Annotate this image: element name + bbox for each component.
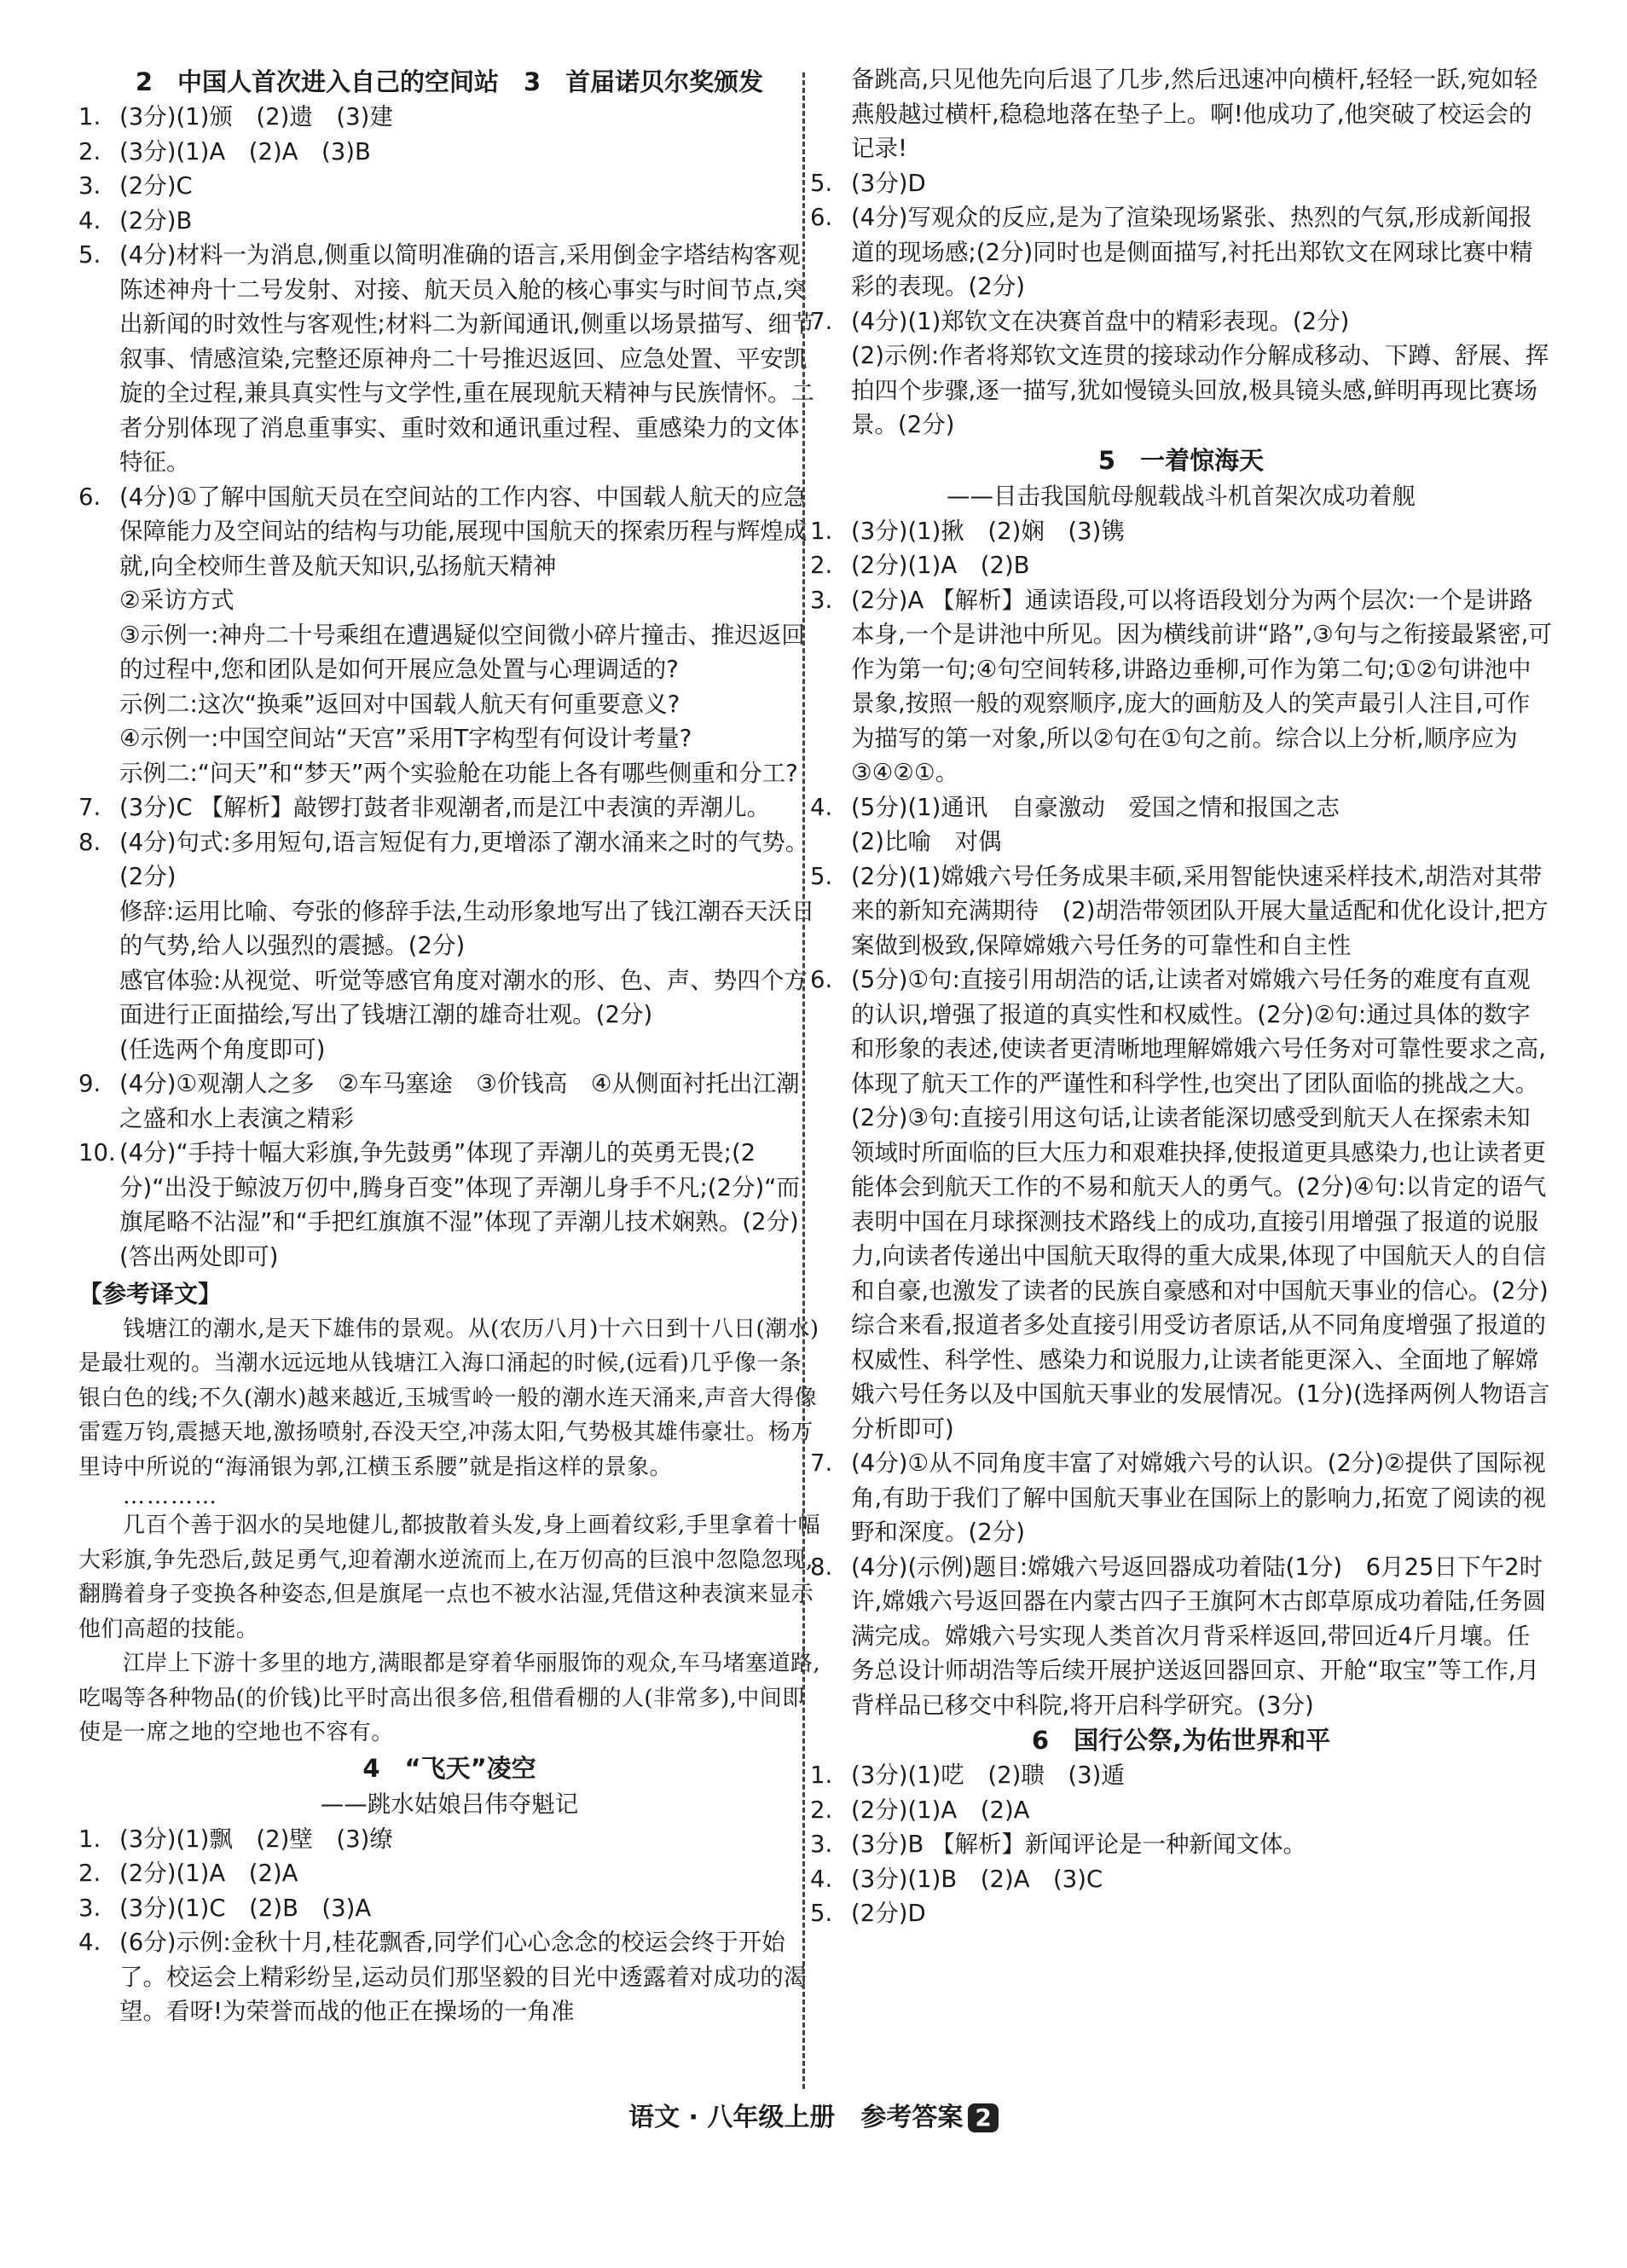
answer-line: (3分)C 【解析】敲锣打鼓者非观潮者,而是江中表演的弄潮儿。 [119,794,771,821]
answer-item [810,1896,1552,1931]
answer-line: (2分)C [119,172,193,200]
answer-item [78,790,820,825]
answer-body [851,548,1552,583]
answer-body [119,238,820,480]
answer-number: 5. [810,862,833,890]
answer-line: 示例二:这次“换乘”返回对中国载人航天有何重要意义? [119,690,680,718]
answer-item [810,1446,1552,1550]
answer-body [851,859,1552,963]
answer-item [810,1550,1552,1723]
answer-line: (4分)“手持十幅大彩旗,争先鼓勇”体现了弄潮儿的英勇无畏;(2分)“出没于鲸波万仞中,腾身百变”体现了弄潮儿身手不凡;(2分)“而旗尾略不沾湿”和“手把红旗旗不湿”体现了弄潮儿技术娴熟。(2分)(答出两处即可) [119,1139,800,1270]
answer-body [851,304,1552,443]
answer-item [78,1067,820,1136]
answer-number: 2. [78,1860,101,1887]
answer-body [851,166,1552,201]
answer-number: 7. [810,1449,833,1477]
answer-line: (4分)材料一为消息,侧重以简明准确的语言,采用倒金字塔结构客观陈述神舟十二号发射、对接、航天员入舱的核心事实与时间节点,突出新闻的时效性与客观性;材料二为新闻通讯,侧重以场景描写、细节叙事、情感渲染,完整还原神舟二十号推迟返回、应急处置、平安凯旋的全过程,兼具真实性与文学性,重在展现航天精神与民族情怀。二者分别体现了消息重事实、重时效和通讯重过程、重感染力的文体特征。 [119,241,815,476]
answer-body [851,963,1552,1446]
answer-number: 2. [810,552,833,579]
answer-number: 5. [78,241,101,269]
answer-body [119,1925,820,2029]
page-number: 2 [968,2103,998,2132]
answer-line: (2分)D [851,1900,926,1927]
answer-number: 4. [810,1865,833,1893]
answer-item [810,514,1552,549]
answer-number: 7. [810,307,833,335]
answer-line: (5分)①句:直接引用胡浩的话,让读者对嫦娥六号任务的难度有直观的认识,增强了报道的真实性和权威性。(2分)②句:通过具体的数字和形象的表述,使读者更清晰地理解嫦娥六号任务对可靠性要求之高,体现了航天工作的严谨性和科学性,也突出了团队面临的挑战之大。(2分)③句:直接引用这句话,让读者能深切感受到航天人在探索未知领域时所面临的巨大压力和艰难抉择,使报道更具感染力,也让读者更能体会到航天工作的不易和航天人的勇气。(2分)④句:以肯定的语气表明中国在月球探测技术路线上的成功,直接引用增强了报道的说服力,向读者传递出中国航天取得的重大成果,体现了中国航天人的自信和自豪,也激发了读者的民族自豪感和对中国航天事业的信心。(2分)综合来看,报道者多处直接引用受访者原话,从不同角度增强了报道的权威性、科学性、感染力和说服力,让读者能更深入、全面地了解嫦娥六号任务以及中国航天事业的发展情况。(1分)(选择两例人物语言分析即可) [851,966,1550,1443]
answer-body [119,135,820,170]
translation-paragraph-2: 几百个善于泅水的吴地健儿,都披散着头发,身上画着纹彩,手里拿着十幅大彩旗,争先恐后,鼓足勇气,迎着潮水逆流而上,在万仞高的巨浪中忽隐忽现,翻腾着身子变换各种姿态,但是旗尾一点也不被水沾湿,凭借这种表演来显示他们高超的技能。 [78,1513,820,1642]
answer-body [119,1822,820,1857]
answer-item [78,100,820,135]
answer-body [851,1827,1552,1862]
answer-line: (3分)(1)A (2)A (3)B [119,137,371,165]
answer-line: (4分)(1)郑钦文在决赛首盘中的精彩表现。(2分) [851,307,1350,335]
answer-item [78,1891,820,1926]
answer-line: ③示例一:神舟二十号乘组在遭遇疑似空间微小碎片撞击、推迟返回的过程中,您和团队是如何开展应急处置与心理调适的? [119,621,805,683]
answer-item [78,135,820,170]
ellipsis: ………… [123,1484,218,1509]
answer-line: ②采访方式 [119,587,234,614]
answer-body [851,1446,1552,1550]
answer-body [119,169,820,204]
answer-number: 1. [78,103,101,130]
answer-body [851,790,1552,859]
answer-body [119,100,820,135]
answer-body [851,583,1552,790]
section-5-subtitle: ——目击我国航母舰载战斗机首架次成功着舰 [947,482,1416,510]
answer-line: (3分)(1)飘 (2)壁 (3)缭 [119,1825,393,1853]
answer-body [851,514,1552,549]
answer-number: 1. [810,517,833,545]
answer-item [810,200,1552,304]
answer-line: (4分)①从不同角度丰富了对嫦娥六号的认识。(2分)②提供了国际视角,有助于我们了解中国航天事业在国际上的影响力,拓宽了阅读的视野和深度。(2分) [851,1449,1546,1546]
answer-body [119,204,820,239]
answer-number: 4. [810,793,833,821]
answer-line: (2)比喻 对偶 [851,828,1002,855]
answer-item [810,1793,1552,1828]
answer-line: (3分)(1)颁 (2)遗 (3)建 [119,103,393,130]
answer-body [119,790,820,825]
answer-line: (3分)(1)呓 (2)聩 (3)遁 [851,1762,1125,1789]
answer-line: (4分)①观潮人之多 ②车马塞途 ③价钱高 ④从侧面衬托出江潮之盛和水上表演之精彩 [119,1070,800,1132]
answer-body [851,1793,1552,1828]
answer-number: 1. [810,1762,833,1789]
answer-body [851,200,1552,304]
answer-body [119,1136,820,1274]
answer-item [78,825,820,1067]
answer-body [119,480,820,791]
answer-item [78,169,820,204]
page-footer [0,2096,1627,2133]
section-2-3-answers [78,100,820,1274]
answer-body [851,1862,1552,1897]
answer-number: 3. [810,586,833,614]
answer-number: 4. [78,206,101,234]
left-column [78,64,820,2029]
translation-paragraph-1: 钱塘江的潮水,是天下雄伟的景观。从(农历八月)十六日到十八日(潮水)是最壮观的。当潮水远远地从钱塘江入海口涌起的时候,(远看)几乎像一条银白色的线;不久(潮水)越来越近,玉城雪岭一般的潮水连天涌来,声音大得像雷霆万钧,震撼天地,激扬喷射,吞没天空,冲荡太阳,气势极其雄伟豪壮。杨万里诗中所说的“海涌银为郭,江横玉系腰”就是指这样的景象。 [78,1316,819,1480]
answer-number: 4. [78,1929,101,1956]
answer-number: 5. [810,169,833,197]
answer-number: 3. [78,172,101,200]
answer-line: (3分)(1)揪 (2)娴 (3)镌 [851,517,1125,545]
section-4-title: 4 “飞天”凌空 [362,1753,536,1783]
answer-line: (3分)D [851,169,926,197]
section-6-answers [810,1758,1552,1931]
answer-line: (5分)(1)通讯 自豪激动 爱国之情和报国之志 [851,793,1340,821]
continued-answer-text: 备跳高,只见他先向后退了几步,然后迅速冲向横杆,轻轻一跃,宛如轻燕般越过横杆,稳稳地落在垫子上。啊!他成功了,他突破了校运会的记录! [851,66,1537,162]
answer-item [78,204,820,239]
answer-line: ④示例一:中国空间站“天宫”采用T字构型有何设计考量? [119,725,692,752]
section-5-answers [810,514,1552,1723]
answer-line: (4分)句式:多用短句,语言短促有力,更增添了潮水涌来之时的气势。(2分) [119,828,809,890]
answer-body [851,1896,1552,1931]
answer-line: (2)示例:作者将郑钦文连贯的接球动作分解成移动、下蹲、舒展、挥拍四个步骤,逐一描写,犹如慢镜头回放,极具镜头感,鲜明再现比赛场景。(2分) [851,342,1549,438]
answer-number: 2. [810,1796,833,1824]
answer-number: 6. [810,966,833,993]
answer-line: (3分)B 【解析】新闻评论是一种新闻文体。 [851,1831,1307,1858]
answer-number: 6. [810,204,833,231]
answer-item [810,1758,1552,1793]
answer-line: (2分)(1)嫦娥六号任务成果丰硕,采用智能快速采样技术,胡浩对其带来的新知充满期待 (2)胡浩带领团队开展大量适配和优化设计,把方案做到极致,保障嫦娥六号任务的可靠性和自主性 [851,862,1549,959]
answer-body [851,1758,1552,1793]
answer-number: 2. [78,137,101,165]
answer-number: 10. [78,1139,116,1166]
answer-line: (2分)(1)A (2)B [851,552,1030,579]
answer-item [78,1822,820,1857]
answer-body [119,1856,820,1891]
section-6-title: 6 国行公祭,为佑世界和平 [1031,1726,1331,1755]
answer-number: 9. [78,1070,101,1097]
answer-number: 8. [810,1553,833,1581]
answer-line: (4分)(示例)题目:嫦娥六号返回器成功着陆(1分) 6月25日下午2时许,嫦娥六号返回器在内蒙古四子王旗阿木古郎草原成功着陆,任务圆满完成。嫦娥六号实现人类首次月背采样返回,带回近4斤月壤。任务总设计师胡浩等后续开展护送返回器回京、开舱“取宝”等工作,月背样品已移交中科院,将开启科学研究。(3分) [851,1553,1546,1719]
answer-item [78,480,820,791]
answer-item [810,1862,1552,1897]
answer-item [78,1136,820,1274]
answer-item [810,304,1552,443]
section-4-answers-continued [810,166,1552,443]
answer-line: (3分)(1)B (2)A (3)C [851,1865,1103,1893]
answer-item [78,1925,820,2029]
reference-translation-title: 【参考译文】 [78,1280,223,1308]
answer-number: 1. [78,1825,101,1853]
answer-number: 6. [78,483,101,511]
answer-item [810,790,1552,859]
answer-line: (4分)写观众的反应,是为了渲染现场紧张、热烈的气氛,形成新闻报道的现场感;(2分)同时也是侧面描写,衬托出郑钦文在网球比赛中精彩的表现。(2分) [851,204,1533,300]
answer-item [810,548,1552,583]
answer-number: 8. [78,828,101,856]
column-divider [802,72,805,2089]
answer-number: 3. [78,1894,101,1922]
answer-body [119,1067,820,1136]
answer-body [851,1550,1552,1723]
answer-line: 感官体验:从视觉、听觉等感官角度对潮水的形、色、声、势四个方面进行正面描绘,写出了钱塘江潮的雄奇壮观。(2分) [119,966,808,1028]
answer-item [78,1856,820,1891]
answer-line: (2分)(1)A (2)A [119,1860,298,1887]
section-5-title: 5 一着惊海天 [1097,445,1265,475]
answer-line: (6分)示例:金秋十月,桂花飘香,同学们心心念念的校运会终于开始了。校运会上精彩纷呈,运动员们那坚毅的目光中透露着对成功的渴望。看呀!为荣誉而战的他正在操场的一角准 [119,1929,808,2025]
section-2-3-title: 2 中国人首次进入自己的空间站 3 首届诺贝尔奖颁发 [135,67,764,96]
answer-line: (任选两个角度即可) [119,1035,326,1063]
answer-number: 5. [810,1900,833,1927]
answer-item [810,963,1552,1446]
answer-item [810,1827,1552,1862]
answer-line: 示例二:“问天”和“梦天”两个实验舱在功能上各有哪些侧重和分工? [119,759,798,787]
answer-line: (2分)A 【解析】通读语段,可以将语段划分为两个层次:一个是讲路本身,一个是讲池中所见。因为横线前讲“路”,③句与之衔接最紧密,可作为第一句;④句空间转移,讲路边垂柳,可作为第二句;①②句讲池中景象,按照一般的观察顺序,庞大的画舫及人的笑声最引人注目,可作为描写的第一对象,所以②句在①句之前。综合以上分析,顺序应为③④②①。 [851,586,1552,786]
section-4-subtitle: ——跳水姑娘吕伟夺魁记 [320,1790,579,1818]
answer-number: 7. [78,794,101,821]
answer-item [78,238,820,480]
right-column [810,62,1552,1931]
answer-body [119,825,820,1067]
answer-line: (3分)(1)C (2)B (3)A [119,1894,372,1922]
answer-number: 3. [810,1831,833,1858]
translation-paragraph-3: 江岸上下游十多里的地方,满眼都是穿着华丽服饰的观众,车马堵塞道路,吃喝等各种物品(的价钱)比平时高出很多倍,租借看棚的人(非常多),中间即使是一席之地的空地也不容有。 [78,1651,820,1745]
answer-item [810,166,1552,201]
answer-item [810,859,1552,963]
footer-text: 语文 · 八年级上册 参考答案 [628,2103,964,2132]
answer-line: (2分)B [119,206,193,234]
section-4-answers [78,1822,820,2029]
answer-line: (2分)(1)A (2)A [851,1796,1030,1824]
answer-line: 修辞:运用比喻、夸张的修辞手法,生动形象地写出了钱江潮吞天沃日的气势,给人以强烈的震撼。(2分) [119,897,815,959]
answer-body [119,1891,820,1926]
answer-item [810,583,1552,790]
answer-line: (4分)①了解中国航天员在空间站的工作内容、中国载人航天的应急保障能力及空间站的结构与功能,展现中国航天的探索历程与辉煌成就,向全校师生普及航天知识,弘扬航天精神 [119,483,808,580]
